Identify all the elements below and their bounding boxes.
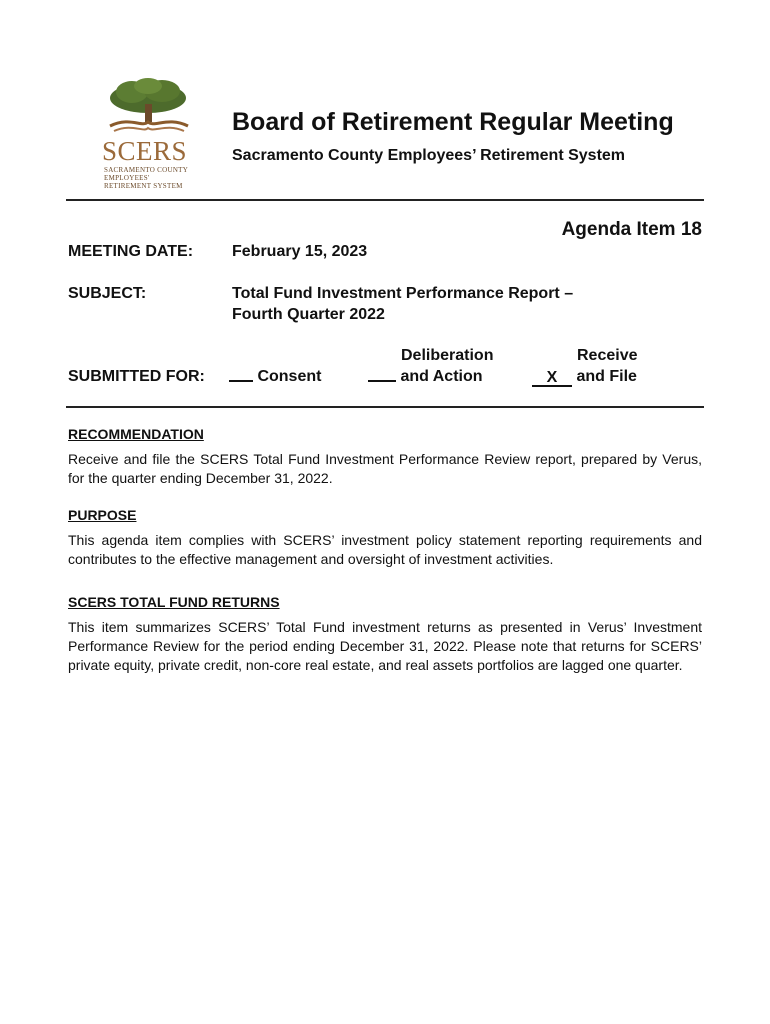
page-subtitle: Sacramento County Employees’ Retirement System (232, 147, 626, 164)
subject-line-2: Fourth Quarter 2022 (232, 306, 385, 323)
logo-wordmark: SCERS (102, 136, 188, 166)
agenda-item-label: Agenda Item 18 (561, 219, 702, 240)
deliberation-line-1: Deliberation (401, 347, 494, 364)
receive-line-1: Receive (577, 347, 638, 364)
receive-line-2: and File (576, 368, 637, 385)
purpose-body: This agenda item complies with SCERS’ investment policy statement reporting requirements and contributes to the effective management and oversight of investment activities. (68, 532, 702, 567)
submitted-divider (66, 406, 704, 408)
recommendation-heading: RECOMMENDATION (68, 426, 204, 442)
oak-tree-icon (102, 78, 194, 136)
page-title: Board of Retirement Regular Meeting (232, 108, 674, 136)
total-fund-returns-heading: SCERS TOTAL FUND RETURNS (68, 594, 280, 610)
total-fund-returns-section (68, 594, 702, 675)
receive-checkbox: X (532, 371, 572, 387)
consent-checkbox (229, 366, 253, 382)
scers-logo (88, 78, 208, 194)
consent-option (229, 366, 321, 387)
purpose-heading: PURPOSE (68, 507, 137, 523)
receive-option (532, 366, 637, 387)
header-divider (66, 199, 704, 201)
meeting-date-label: MEETING DATE: (68, 243, 194, 260)
meeting-date-value: February 15, 2023 (232, 243, 368, 260)
deliberation-option (368, 366, 483, 387)
consent-label: Consent (257, 368, 322, 385)
total-fund-returns-body: This item summarizes SCERS’ Total Fund investment returns as presented in Verus’ Investment Performance Review for the period ending December 31, 2022. Please note that returns for SCERS’ private equity, private credit, non-core real estate, and real assets portfolios are lagged one quarter. (68, 619, 702, 673)
logo-subtitle: SACRAMENTO COUNTY EMPLOYEES' RETIREMENT SYSTEM (104, 166, 189, 190)
deliberation-checkbox (368, 366, 396, 382)
deliberation-line-2: and Action (400, 368, 483, 385)
recommendation-body: Receive and file the SCERS Total Fund Investment Performance Review report, prepared by Verus, for the quarter ending December 31, 2022. (68, 451, 702, 486)
subject-label: SUBJECT: (68, 285, 147, 302)
purpose-section (68, 507, 702, 569)
submitted-for-label: SUBMITTED FOR: (68, 368, 205, 385)
recommendation-section (68, 426, 702, 488)
subject-line-1: Total Fund Investment Performance Report – (232, 285, 574, 302)
